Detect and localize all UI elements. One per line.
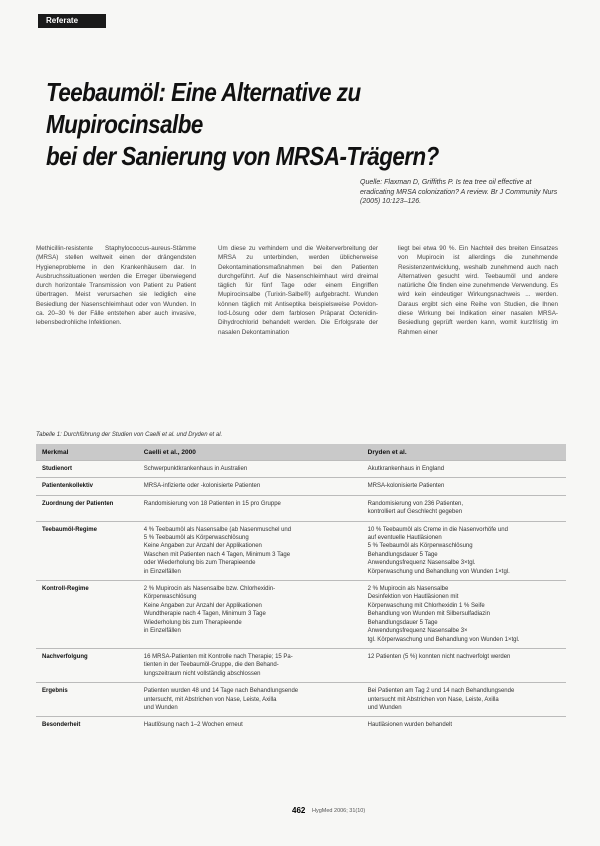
table-row	[36, 521, 566, 580]
cell-line: 12 Patienten (5 %) konnten nicht nachverfolgt werden	[367, 653, 511, 660]
cell-line: 4 % Teebaumöl als Nasensalbe (ab Nasenmuschel und	[143, 526, 292, 533]
cell-line: Behandlung von Wunden mit Silbersulfadiazin	[367, 611, 490, 618]
section-tab: Referate	[38, 14, 106, 28]
cell-caelli	[138, 495, 362, 521]
cell-line: tienten in der Teebaumöl-Gruppe, die den Behand-	[143, 662, 279, 669]
header-study-2: Dryden et al.	[362, 444, 566, 461]
table-row	[36, 581, 566, 649]
cell-caelli	[138, 683, 362, 717]
table-header-row	[36, 444, 566, 461]
cell-line: Patienten wurden 48 und 14 Tage nach Behandlungsende	[143, 688, 299, 695]
row-label: Nachverfolgung	[36, 648, 138, 682]
title-line-2: bei der Sanierung von MRSA-Trägern?	[46, 141, 439, 171]
cell-dryden	[362, 521, 566, 580]
cell-line: untersucht, mit Abstrichen von Nase, Leiste, Axilla	[143, 696, 277, 703]
table-row	[36, 495, 566, 521]
cell-caelli	[138, 478, 362, 495]
cell-line: MRSA-kolonisierte Patienten	[367, 483, 445, 490]
row-label: Studienort	[36, 461, 138, 478]
cell-line: in Einzelfällen	[143, 568, 181, 575]
cell-line: Wiederholung bis zum Therapieende	[143, 619, 242, 626]
cell-line: Behandlungsdauer 5 Tage	[367, 551, 438, 558]
cell-line: Behandlungsdauer 5 Tage	[367, 619, 438, 626]
cell-line: Körperwaschung mit Chlorhexidin 1 % Seife	[367, 602, 485, 609]
cell-line: Wundtherapie nach 4 Tagen, Minimum 3 Tage	[143, 611, 266, 618]
cell-line: in Einzelfällen	[143, 628, 181, 635]
cell-line: Körperwaschlösung	[143, 594, 197, 601]
cell-line: 5 % Teebaumöl als Körperwaschlösung	[143, 535, 249, 542]
cell-line: 5 % Teebaumöl als Körperwaschlösung	[367, 543, 473, 550]
header-feature: Merkmal	[36, 444, 138, 461]
row-label: Ergebnis	[36, 683, 138, 717]
row-label: Zuordnung der Patienten	[36, 495, 138, 521]
cell-line: Körperwaschung und Behandlung von Wunden 1×tgl.	[367, 568, 510, 575]
table-row	[36, 478, 566, 495]
cell-dryden	[362, 581, 566, 649]
cell-line: Bei Patienten am Tag 2 und 14 nach Behandlungsende	[367, 688, 515, 695]
cell-line: Waschen mit Patienten nach 4 Tagen, Minimum 3 Tage	[143, 551, 291, 558]
cell-line: tgl. Körperwaschung und Behandlung von Wunden 1×tgl.	[367, 636, 520, 643]
cell-line: Anwendungsfrequenz Nasensalbe 3×tgl.	[367, 560, 476, 567]
cell-line: lungszeitraum nicht vollständig abschlossen	[143, 670, 261, 677]
row-label: Patientenkollektiv	[36, 478, 138, 495]
cell-line: Keine Angaben zur Anzahl der Applikationen	[143, 602, 262, 609]
cell-line: Keine Angaben zur Anzahl der Applikationen	[143, 543, 262, 550]
cell-caelli	[138, 521, 362, 580]
cell-line: 10 % Teebaumöl als Creme in die Nasenvorhöfe und	[367, 526, 508, 533]
comparison-table	[36, 444, 566, 734]
cell-dryden	[362, 495, 566, 521]
cell-line: auf eventuelle Hautläsionen	[367, 535, 442, 542]
cell-line: 16 MRSA-Patienten mit Kontrolle nach Therapie; 15 Pa-	[143, 653, 293, 660]
cell-caelli	[138, 461, 362, 478]
body-column-3: liegt bei etwa 90 %. Ein Nachteil des breiten Einsatzes von Mupirocin ist allerdings die zunehmende Resistenzentwicklung, weshalb zunehmend auch nach Alternativen gesucht wird. Teebaumöl und andere natürliche Öle finden eine zunehmende Verwendung. Es wird kein eindeutiger Wirkungsnachweis ... werden. Daraus ergibt sich eine Reihe von Studien, die Ihnen diese Wirkung bei Indikation einer nasalen MRSA-Besiedlung geprüft werden kann, womit kurzfristig im Rahmen einer	[398, 245, 558, 336]
cell-line: kontrolliert auf Geschlecht gegeben	[367, 509, 463, 516]
page-number: 462	[292, 806, 306, 815]
table-row	[36, 717, 566, 734]
table-caption: Tabelle 1: Durchführung der Studien von Caelli et al. und Dryden et al.	[36, 432, 223, 438]
cell-line: untersucht mit Abstrichen von Nase, Leiste, Axilla	[367, 696, 499, 703]
cell-line: Schwerpunktkrankenhaus in Australien	[143, 466, 248, 472]
cell-dryden	[362, 478, 566, 495]
table-row	[36, 683, 566, 717]
source-citation: Quelle: Flaxman D, Griffiths P. Is tea tree oil effective at eradicating MRSA colonization? A review. Br J Community Nurs (2005) 10:123–126.	[360, 179, 558, 205]
article-title	[46, 76, 493, 172]
row-label: Teebaumöl-Regime	[36, 521, 138, 580]
cell-line: MRSA-infizierte oder -kolonisierte Patienten	[143, 483, 261, 490]
header-study-1: Caelli et al., 2000	[138, 444, 362, 461]
publication-info: HygMed 2006; 31(10)	[312, 808, 366, 814]
cell-line: 2 % Mupirocin als Nasensalbe	[367, 586, 449, 593]
cell-line: und Wunden	[143, 704, 178, 711]
table-row	[36, 648, 566, 682]
cell-line: Akutkrankenhaus in England	[367, 466, 445, 472]
cell-line: Hautlösung nach 1–2 Wochen erneut	[143, 722, 243, 729]
row-label: Besonderheit	[36, 717, 138, 734]
cell-line: Desinfektion von Hautläsionen mit	[367, 594, 459, 601]
cell-line: Randomisierung von 18 Patienten in 15 pro Gruppe	[143, 500, 281, 507]
cell-line: Hautläsionen wurden behandelt	[367, 722, 453, 729]
cell-dryden	[362, 648, 566, 682]
cell-caelli	[138, 581, 362, 649]
cell-caelli	[138, 648, 362, 682]
row-label: Kontroll-Regime	[36, 581, 138, 649]
cell-caelli	[138, 717, 362, 734]
title-line-1: Teebaumöl: Eine Alternative zu Mupirocinsalbe	[46, 77, 361, 139]
table-row	[36, 461, 566, 478]
cell-line: Randomisierung von 236 Patienten,	[367, 500, 464, 507]
cell-dryden	[362, 717, 566, 734]
cell-dryden	[362, 683, 566, 717]
cell-dryden	[362, 461, 566, 478]
cell-line: und Wunden	[367, 704, 402, 711]
body-column-1: Methicillin-resistente Staphylococcus-aureus-Stämme (MRSA) stellen weltweit einen der drängendsten Hygieneprobleme in den Krankenhäusern dar. In Ausbruchssituationen werden die Erreger überwiegend durch horizontale Transmission von Patient zu Patient übertragen. Meist verursachen sie lediglich eine Besiedlung der Nasenschleimhaut oder von Wunden. In ca. 20–30 % der Fälle entstehen aber auch invasive, lebensbedrohliche Infektionen.	[36, 245, 196, 327]
body-column-2: Um diese zu verhindern und die Weiterverbreitung der MRSA zu unterbinden, werden üblicherweise Dekontaminationsmaßnahmen bei den Patienten durchgeführt. Auf die Nasenschleimhaut wird dreimal täglich für fünf Tage oder einem Eingriffen Mupirocinsalbe (Turixin-Salbe®) aufgebracht. Wunden können täglich mit Antiseptika beispielsweise Povidon-Iod-Lösung oder dem farblosen Präparat Octenidin-Dihydrochlorid behandelt werden. Die Erfolgsrate der nasalen Dekontamination	[218, 245, 378, 336]
cell-line: oder Wiederholung bis zum Therapieende	[143, 560, 256, 567]
cell-line: Anwendungsfrequenz Nasensalbe 3×	[367, 628, 468, 635]
cell-line: 2 % Mupirocin als Nasensalbe bzw. Chlorhexidin-	[143, 586, 276, 593]
